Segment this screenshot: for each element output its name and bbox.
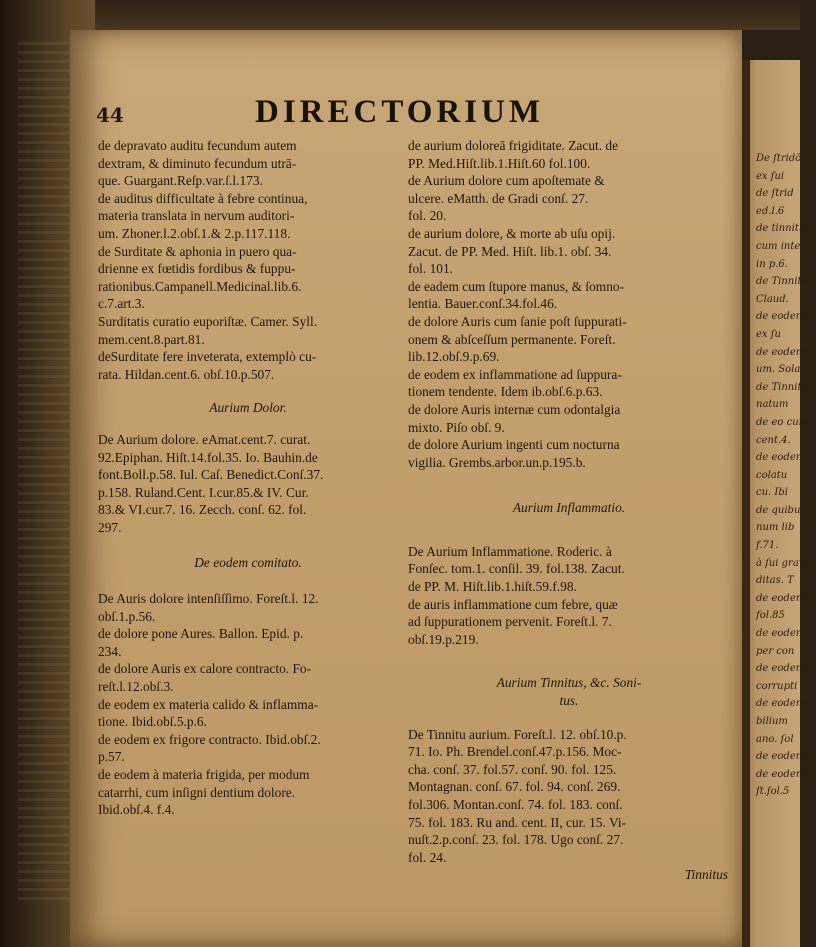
text-line: de eo cum (756, 416, 809, 428)
text-line: fol.85 (756, 610, 785, 622)
text-line: tionem tendente. Idem ib.obſ.6.p.63. (408, 384, 603, 400)
text-line: cha. conſ. 37. fol.57. conſ. 90. fol. 125. (408, 761, 617, 777)
text-line: ex ſui (756, 170, 785, 182)
text-line: de ſtrid (756, 188, 794, 200)
text-line: de eodem (756, 628, 806, 640)
text-line: per con (756, 645, 795, 657)
text-line: de PP. M. Hiſt.lib.1.hiſt.59.f.98. (408, 579, 577, 595)
text-line: tione. Ibid.obſ.5.p.6. (98, 714, 207, 730)
text-line: de auris inflammatione cum febre, quæ (408, 596, 618, 612)
text-line: de quibuſ (756, 504, 805, 516)
section-heading-inflammatio: Aurium Inflammatio. (512, 500, 626, 516)
text-line: de eodem (756, 452, 806, 464)
text-line: obſ.1.p.56. (98, 608, 156, 624)
text-line: lib.12.obſ.9.p.69. (408, 349, 500, 365)
text-line: de dolore Aurium ingenti cum nocturna (408, 437, 620, 453)
left-block-3 (98, 590, 398, 819)
text-line: deSurditate fere inveterata, extemplò cu- (98, 349, 317, 365)
text-line: de dolore Auris cum ſanie poſt ſuppurati- (408, 313, 627, 329)
text-line: 92.Epiphan. Hiſt.14.fol.35. Io. Bauhin.de (98, 449, 318, 465)
text-line: de eodem (756, 663, 806, 675)
text-line: fol.306. Montan.conſ. 74. fol. 183. conſ. (408, 797, 623, 812)
text-line: de Surditate & aphonia in puero qua- (98, 243, 297, 259)
text-line: rata. Hildan.cent.6. obſ.10.p.507. (98, 366, 275, 382)
text-line: onem & abſceſſum permanente. Foreſt. (408, 331, 616, 347)
text-line: de Tinnitu (756, 381, 808, 393)
text-line: um. Sola (756, 364, 801, 376)
text-line: de depravato auditu fecundum autem (98, 138, 297, 153)
text-line: num lib (756, 522, 795, 534)
text-line: de eodem (756, 751, 806, 763)
text-line: de eodem (756, 346, 806, 358)
text-line: de dolore Auris internæ cum odontalgia (408, 401, 621, 417)
running-head: DIRECTORIUM (255, 94, 545, 130)
text-line: de aurium dolore, & morte ab uſu opij. (408, 225, 616, 241)
text-line: f.71. (756, 540, 779, 552)
text-line: um. Zhoner.l.2.obſ.1.& 2.p.117.118. (98, 225, 291, 241)
right-block-1 (408, 137, 730, 471)
catchword: Tinnitus (684, 867, 728, 883)
text-line: que. Guargant.Reſp.var.ſ.l.173. (98, 173, 263, 189)
text-line: de Tinnitu (756, 276, 808, 288)
text-line: ditas. T (756, 575, 794, 587)
text-line: c.7.art.3. (98, 296, 145, 312)
text-line: fol. 24. (408, 849, 447, 865)
text-line: Zacut. de PP. Med. Hiſt. lib.1. obſ. 34. (408, 243, 612, 259)
text-line: Surditatis curatio euporiſtæ. Camer. Syll. (98, 313, 318, 329)
text-line: ano. ſol (756, 733, 794, 745)
section-heading-tinnitus: Aurium Tinnitus, &c. Soni- (496, 675, 642, 691)
text-line: cum inte (756, 240, 801, 252)
text-line: ed.l.6 (756, 205, 785, 217)
text-line: vigilia. Grembs.arbor.un.p.195.b. (408, 454, 586, 470)
text-line: Montagnan. conſ. 67. fol. 94. conſ. 269. (408, 779, 621, 795)
text-line: de dolore Auris ex calore contracto. Fo- (98, 661, 312, 677)
right-block-2 (408, 543, 730, 649)
page-number: 44 (96, 103, 124, 127)
text-line: Fonſec. tom.1. conſil. 39. fol.138. Zacut. (408, 561, 625, 577)
text-line: obſ.19.p.219. (408, 631, 479, 647)
text-line: 75. fol. 183. Ru and. cent. II, cur. 15. Vi- (408, 814, 626, 830)
section-heading-aurium-dolor: Aurium Dolor. (209, 400, 287, 416)
text-line: de aurium doloreā frigiditate. Zacut. de (408, 138, 619, 153)
text-line: lentia. Bauer.conſ.34.fol.46. (408, 296, 558, 312)
text-line: nuſt.2.p.conſ. 23. fol. 178. Ugo conſ. 27. (408, 832, 624, 848)
text-line: drienne ex fœtidis fordibus & fuppu- (98, 261, 296, 277)
text-line: de eodem ex materia calido & inflamma- (98, 696, 319, 712)
text-line: mem.cent.8.part.81. (98, 331, 205, 347)
text-line: corrupti (756, 680, 798, 692)
text-line: Claud. (756, 293, 789, 305)
background-strip (95, 0, 800, 30)
text-line: De Aurium dolore. eAmat.cent.7. curat. (98, 431, 311, 447)
text-line: fol. 20. (408, 208, 447, 224)
text-line: De ſtridō (756, 153, 802, 164)
text-line: De Auris dolore intenſiſſimo. Foreſt.l. 12. (98, 591, 319, 607)
text-line: PP. Med.Hiſt.lib.1.Hiſt.60 fol.100. (408, 155, 591, 171)
text-line: rationibus.Campanell.Medicinal.lib.6. (98, 278, 302, 294)
text-line: ulcere. eMatth. de Gradi conſ. 27. (408, 190, 589, 206)
text-line: de Aurium dolore cum apoſtemate & (408, 173, 605, 189)
text-line: à ſui gravi (756, 557, 808, 569)
text-line: de eodem (756, 311, 806, 323)
text-line: de eodem (756, 592, 806, 604)
section-heading-tinnitus-cont: tus. (559, 693, 579, 709)
text-line: ex ſu (756, 328, 781, 340)
text-line: p.57. (98, 749, 125, 765)
text-line: p.158. Ruland.Cent. I.cur.85.& IV. Cur. (98, 484, 309, 500)
text-line: mixto. Piſo obſ. 9. (408, 419, 505, 435)
next-page-edge (742, 60, 809, 947)
text-line: de tinnitu (756, 223, 806, 235)
text-line: 297. (98, 519, 122, 535)
text-line: de auditus difficultate à febre continua, (98, 190, 308, 206)
text-line: cu. Ibi (756, 487, 788, 499)
text-line: 234. (98, 643, 122, 659)
page-gap (742, 60, 750, 947)
text-line: de dolore pone Aures. Ballon. Epid. p. (98, 626, 304, 642)
text-line: Ibid.obſ.4. f.4. (98, 802, 175, 818)
text-line: de eodem ex frigore contracto. Ibid.obſ.2. (98, 731, 321, 747)
text-line: De Aurium Inflammatione. Roderic. à (408, 543, 612, 559)
text-line: catarrhi, cum inſigni dentium dolore. (98, 784, 296, 800)
text-line: font.Boll.p.58. Iul. Caſ. Benedict.Conſ.37. (98, 467, 324, 483)
text-line: dextram, & diminuto fecundum utrā- (98, 155, 297, 171)
left-block-2 (98, 431, 398, 537)
text-line: de eodem ex inflammatione ad ſuppura- (408, 366, 622, 382)
right-column (408, 137, 730, 884)
text-line: cent.4. (756, 434, 791, 446)
text-line: de eodem à materia frigida, per modum (98, 767, 310, 782)
text-line: 71. Io. Ph. Brendel.conſ.47.p.156. Moc- (408, 744, 622, 760)
next-page-text (756, 150, 816, 801)
text-line: natum (756, 399, 789, 411)
text-line: de eodem (756, 768, 806, 780)
text-line: 83.& VI.cur.7. 16. Zecch. conſ. 62. fol. (98, 502, 307, 518)
text-line: De Tinnitu aurium. Foreſt.l. 12. obſ.10.p. (408, 726, 627, 742)
left-block-1 (98, 137, 398, 383)
text-line: bilium (756, 716, 788, 727)
text-line: fol. 101. (408, 261, 454, 277)
text-line: in p.6. (756, 258, 788, 270)
text-line: de eadem cum ſtupore manus, & ſomno- (408, 278, 625, 294)
right-block-3 (408, 726, 730, 867)
left-column (98, 137, 398, 819)
text-line: ſt.ſol.5 (756, 786, 790, 798)
text-line: de eodem (756, 698, 806, 710)
text-line: colatu (756, 469, 788, 481)
text-line: reſt.l.12.obſ.3. (98, 679, 174, 695)
section-heading-de-eodem: De eodem comitato. (194, 555, 302, 571)
text-line: ad ſuppurationem pervenit. Foreſt.l. 7. (408, 614, 612, 630)
text-line: materia translata in nervum auditori- (98, 208, 295, 224)
